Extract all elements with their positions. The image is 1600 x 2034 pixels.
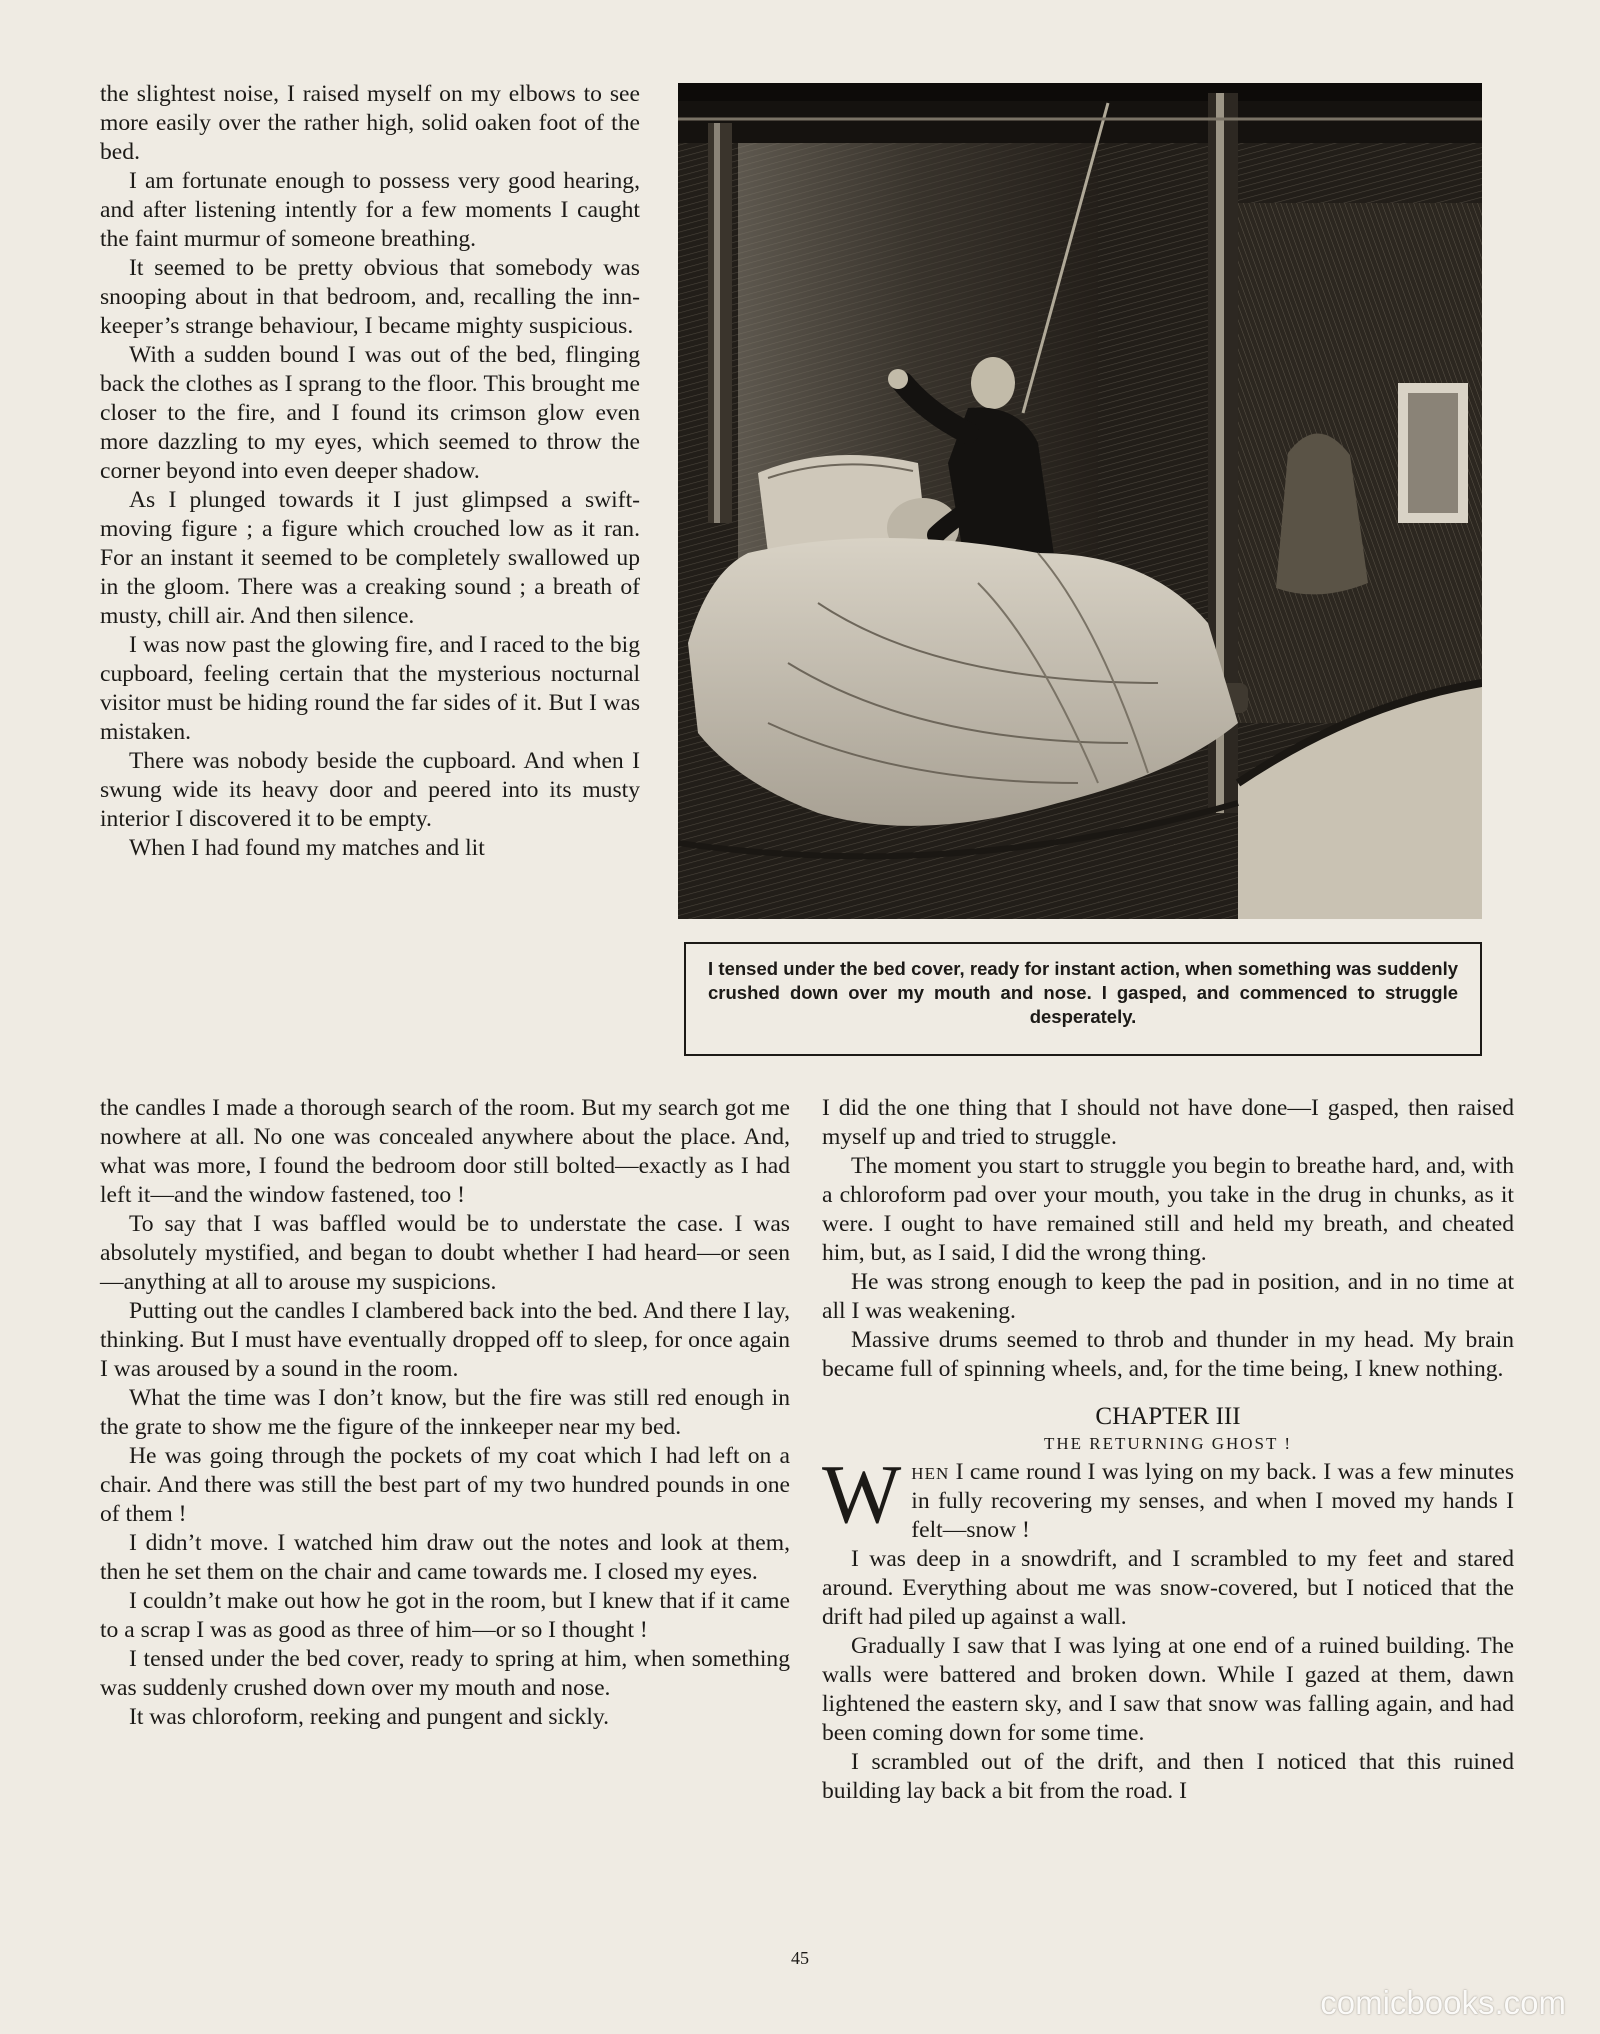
paragraph: When I had found my matches and lit <box>129 835 485 861</box>
paragraph: There was nobody beside the cupboard. And when I swung wide its heavy door and peered into its musty interior I discovered it to be empty. <box>100 748 640 832</box>
opening-text: I came round I was lying on my back. I was a few minutes in fully recovering my senses, and when I moved my hands I felt—snow ! <box>911 1459 1514 1543</box>
paragraph: What the time was I don’t know, but the fire was still red enough in the grate to show me the figure of the innkeeper near my bed. <box>100 1385 790 1440</box>
paragraph: the candles I made a thorough search of the room. But my search got me nowhere at all. No one was concealed anywhere about the place. And, what was more, I found the bedroom door still bolted—exactly as I had left it—and the window fastened, too ! <box>100 1095 790 1208</box>
paragraph: I didn’t move. I watched him draw out the notes and look at them, then he set them on the chair and came towards me. I closed my eyes. <box>100 1530 790 1585</box>
paragraph: I scrambled out of the drift, and then I noticed that this ruined building lay back a bit from the road. I <box>822 1749 1514 1804</box>
paragraph: I was deep in a snowdrift, and I scrambled to my feet and stared around. Everything about me was snow-covered, but I noticed that the drift had piled up against a wall. <box>822 1546 1514 1630</box>
paragraph: the slightest noise, I raised myself on my elbows to see more easily over the rather high, solid oaken foot of the bed. <box>100 81 640 165</box>
right-column <box>822 1094 1514 1806</box>
paragraph: Massive drums seemed to throb and thunder in my head. My brain became full of spinning wheels, and, for the time being, I knew nothing. <box>822 1327 1514 1382</box>
right-column-before-chapter <box>822 1094 1514 1384</box>
page-number: 45 <box>791 1948 809 1968</box>
paragraph: I am fortunate enough to possess very good hearing, and after listening intently for a few moments I caught the faint murmur of someone breathing. <box>100 168 640 252</box>
illustration-drawing <box>678 83 1482 919</box>
illustration-caption: I tensed under the bed cover, ready for instant action, when something was suddenly crushed down over my mouth and nose. I gasped, and commenced to struggle desperately. <box>684 942 1482 1056</box>
paragraph: It was chloroform, reeking and pungent and sickly. <box>129 1704 610 1730</box>
paragraph: I couldn’t make out how he got in the room, but I knew that if it came to a scrap I was as good as three of him—or so I thought ! <box>100 1588 790 1643</box>
drop-cap: W <box>822 1448 902 1541</box>
chapter-opening <box>822 1448 1514 1545</box>
paragraph: I was now past the glowing fire, and I raced to the big cupboard, feeling certain that the mysterious nocturnal visitor must be hiding round the far sides of it. But I was mistaken. <box>100 632 640 745</box>
paragraph: I did the one thing that I should not have done—I gasped, then raised myself up and tried to struggle. <box>822 1095 1514 1150</box>
left-column-top <box>100 80 640 863</box>
paragraph: The moment you start to struggle you begin to breathe hard, and, with a chloroform pad over your mouth, you take in the drug in chunks, as it were. I ought to have remained still and held my breath, and cheated him, but, as I said, I did the wrong thing. <box>822 1153 1514 1266</box>
paragraph: He was going through the pockets of my coat which I had left on a chair. And there was still the best part of my two hundred pounds in one of them ! <box>100 1443 790 1527</box>
chapter-heading: CHAPTER III <box>1095 1403 1241 1430</box>
story-illustration <box>678 83 1482 919</box>
right-column-after-chapter <box>822 1545 1514 1806</box>
paragraph: I tensed under the bed cover, ready to spring at him, when something was suddenly crushed down over my mouth and nose. <box>100 1646 790 1701</box>
site-watermark: comicbooks.com <box>1320 1984 1566 2021</box>
paragraph: As I plunged towards it I just glimpsed a swift-moving figure ; a figure which crouched low as it ran. For an instant it seemed to be completely swallowed up in the gloom. There was a creaking sound ; a breath of musty, chill air. And then silence. <box>100 487 640 629</box>
paragraph: It seemed to be pretty obvious that somebody was snooping about in that bedroom, and, recalling the inn-keeper’s strange behaviour, I became mighty suspicious. <box>100 255 640 339</box>
paragraph: With a sudden bound I was out of the bed, flinging back the clothes as I sprang to the floor. This brought me closer to the fire, and I found its crimson glow even more dazzling to my eyes, which seemed to throw the corner beyond into even deeper shadow. <box>100 342 640 484</box>
paragraph: Gradually I saw that I was lying at one end of a ruined building. The walls were battered and broken down. While I gazed at them, dawn lightened the eastern sky, and I saw that snow was falling again, and had been coming down for some time. <box>822 1633 1514 1746</box>
paragraph: Putting out the candles I clambered back into the bed. And there I lay, thinking. But I must have eventually dropped off to sleep, for once again I was aroused by a sound in the room. <box>100 1298 790 1382</box>
chapter-subtitle: THE RETURNING GHOST ! <box>1043 1434 1293 1453</box>
paragraph: He was strong enough to keep the pad in position, and in no time at all I was weakening. <box>822 1269 1514 1324</box>
paragraph: To say that I was baffled would be to understate the case. I was absolutely mystified, and began to doubt whether I had heard—or seen—anything at all to arouse my suspicions. <box>100 1211 790 1295</box>
opening-smallcaps: hen <box>911 1459 950 1485</box>
left-column-bottom <box>100 1094 790 1732</box>
